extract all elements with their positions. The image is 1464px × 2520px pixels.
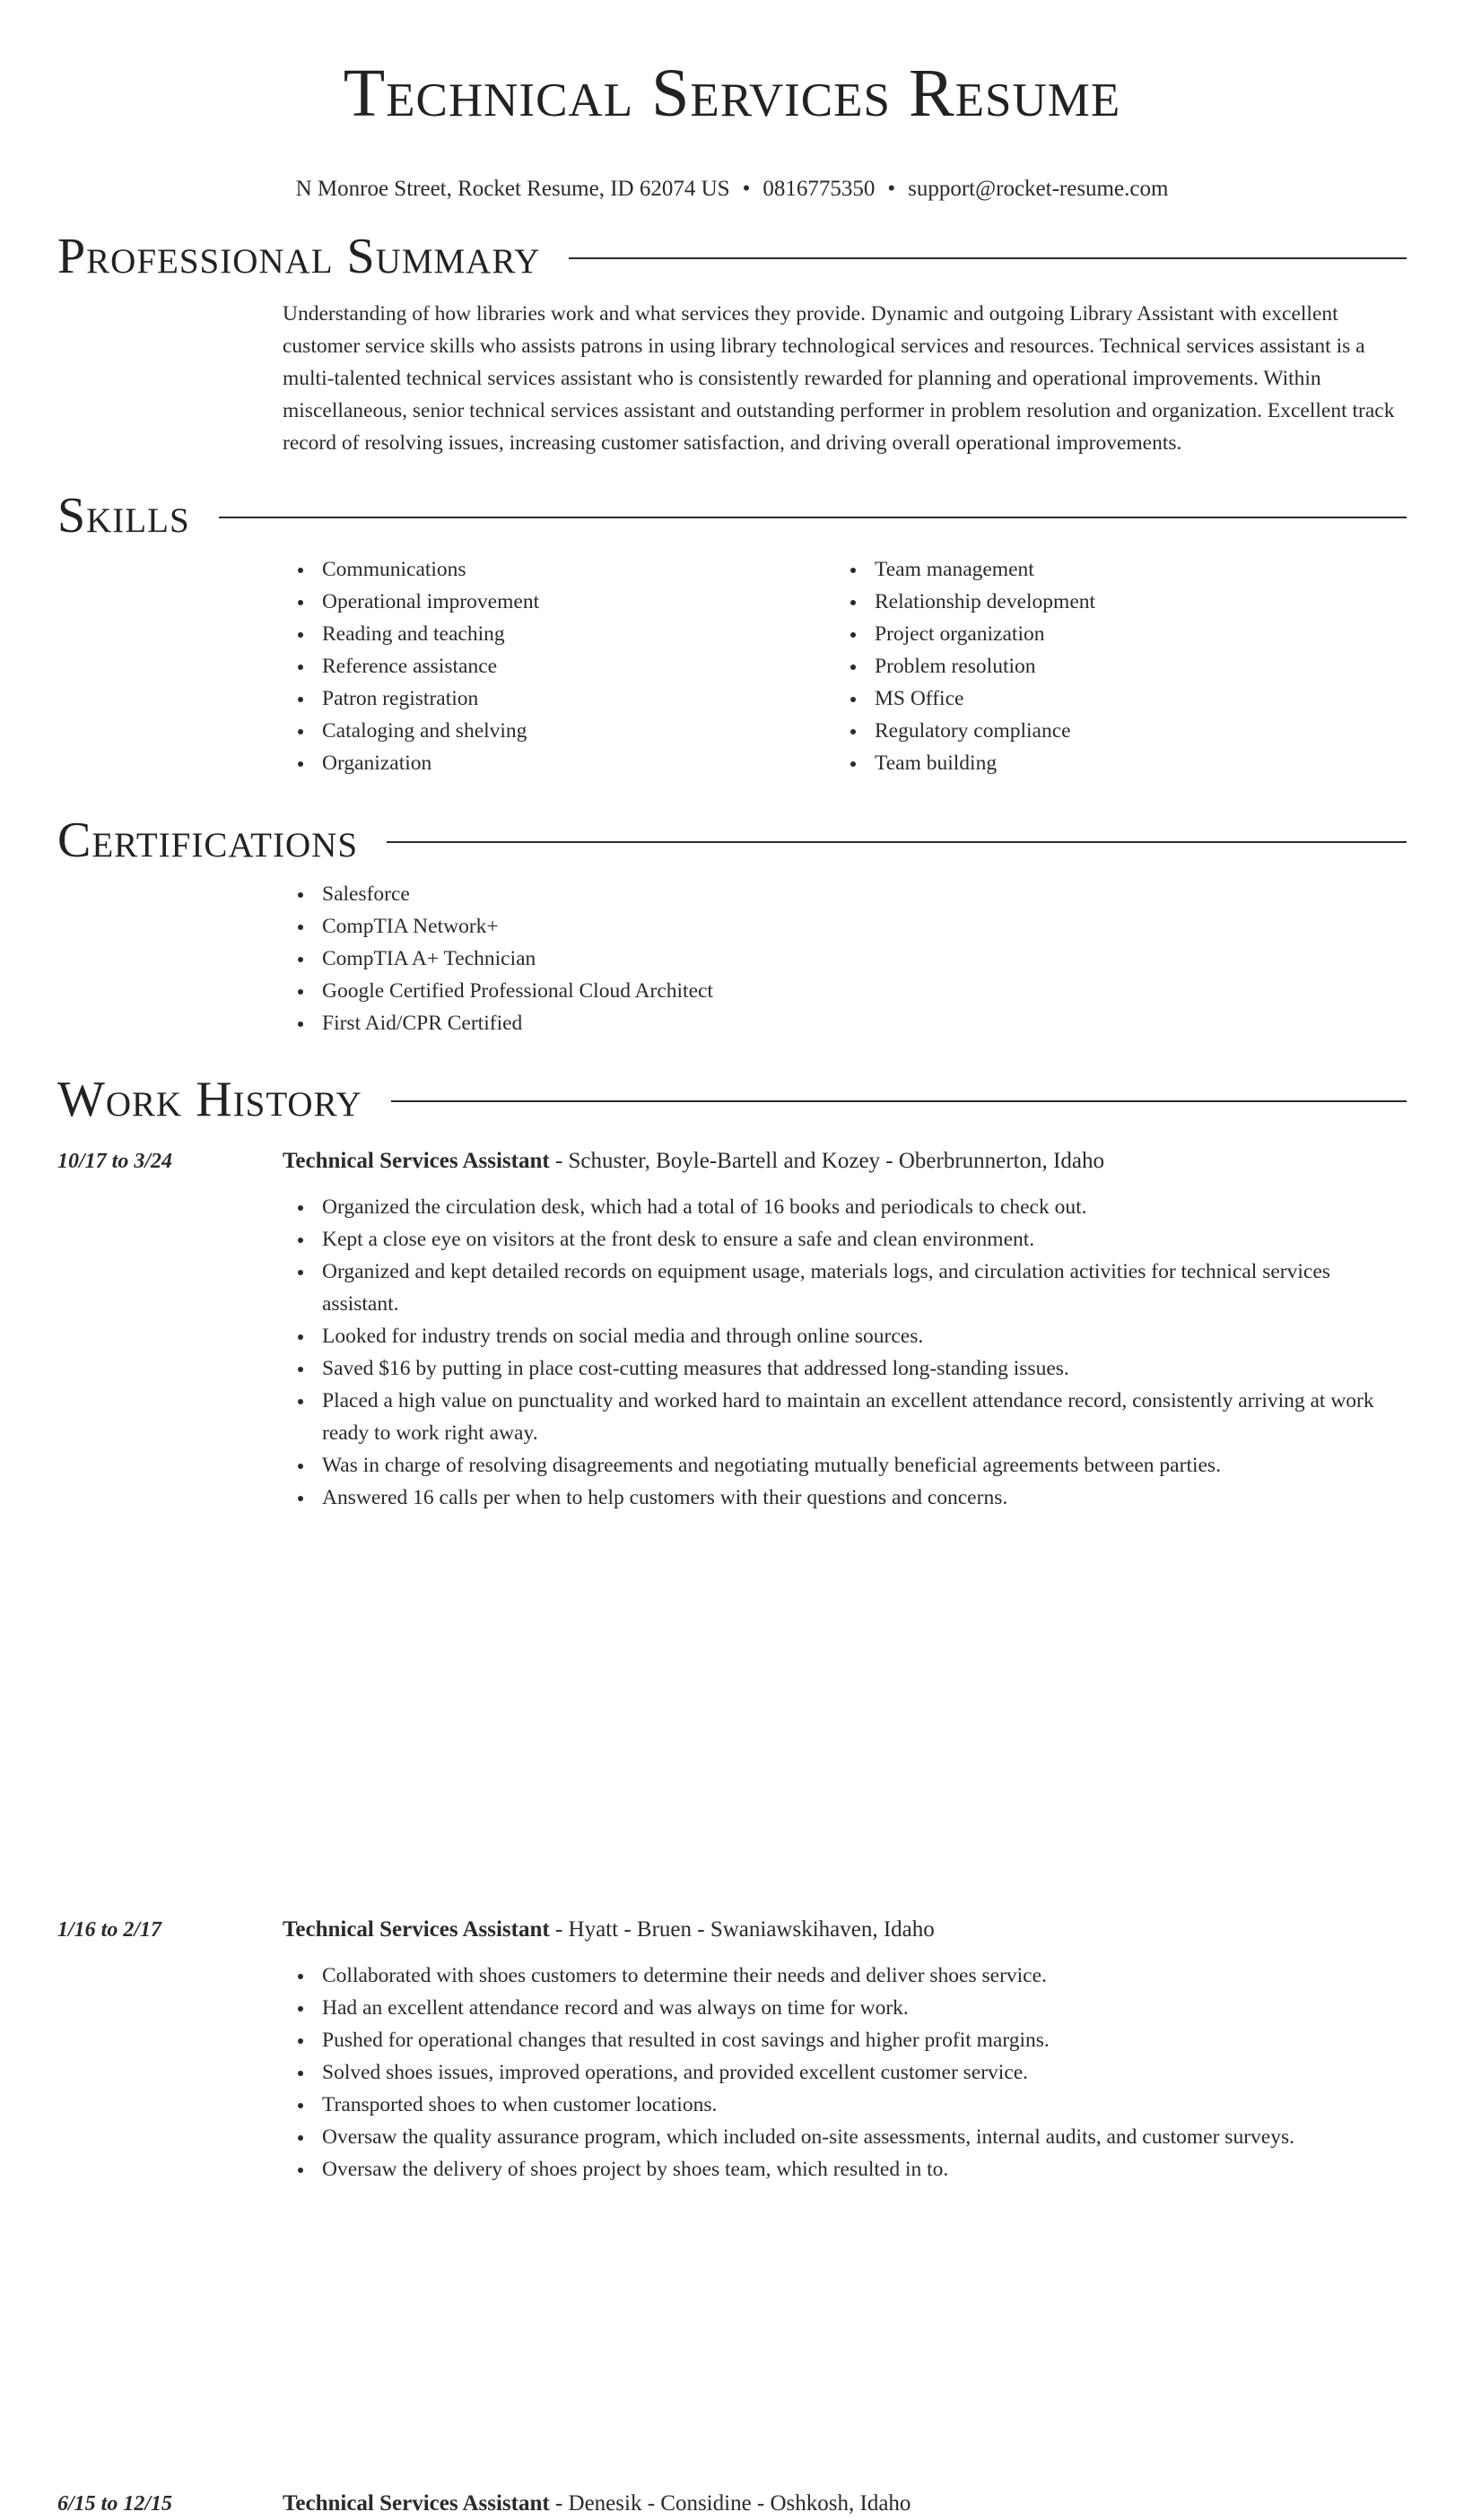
job-bullet: Organized the circulation desk, which had a total of 16 books and periodicals to check out. (283, 1191, 1407, 1223)
certifications-section (57, 812, 1407, 1039)
job-bullet: Solved shoes issues, improved operations, and provided excellent customer service. (283, 2056, 1407, 2089)
certification-item: Salesforce (283, 878, 1407, 910)
job-dates: 1/16 to 2/17 (57, 1918, 162, 1942)
job-dates: 10/17 to 3/24 (57, 1150, 173, 1173)
job-bullet: Had an excellent attendance record and was always on time for work. (283, 1992, 1407, 2024)
skill-item: Relationship development (835, 586, 1388, 618)
job-title: Technical Services Assistant (283, 1917, 550, 1942)
job-heading (283, 1145, 1407, 1177)
job-bullet: Pushed for operational changes that resulted in cost savings and higher profit margins. (283, 2024, 1407, 2056)
skill-item: Communications (283, 553, 835, 586)
job-bullet: Saved $16 by putting in place cost-cutting measures that addressed long-standing issues. (283, 1352, 1407, 1385)
certifications-body (283, 869, 1407, 1039)
skills-grid (283, 544, 1407, 779)
skill-item: Patron registration (283, 682, 835, 715)
job-heading (283, 2488, 1407, 2520)
job-bullet: Organized and kept detailed records on equipment usage, materials logs, and circulation activities for technical services assistant. (283, 1256, 1407, 1320)
skills-column-right (835, 553, 1388, 779)
section-divider (569, 257, 1407, 259)
resume-title: Technical Services Resume (343, 56, 1121, 131)
skills-list-left (283, 553, 835, 779)
work-history-header (57, 1071, 1407, 1128)
certification-item: CompTIA A+ Technician (283, 943, 1407, 975)
contact-separator: • (887, 177, 896, 201)
section-heading-work-history: Work History (57, 1072, 362, 1127)
skill-item: Reference assistance (283, 650, 835, 682)
job-title: Technical Services Assistant (283, 1149, 550, 1173)
job-bullets (283, 1960, 1407, 2185)
job-entry (57, 2488, 1407, 2520)
job-employer-location: - Denesik - Considine - Oshkosh, Idaho (549, 2491, 911, 2516)
section-divider (219, 517, 1407, 518)
skill-item: Organization (283, 747, 835, 779)
job-bullets (283, 1191, 1407, 1514)
section-heading-summary: Professional Summary (57, 229, 541, 284)
section-divider (387, 841, 1407, 843)
skills-list-right (835, 553, 1388, 779)
contact-phone: 0816775350 (762, 177, 876, 201)
certification-item: First Aid/CPR Certified (283, 1007, 1407, 1039)
job-heading (283, 1914, 1407, 1946)
skill-item: Regulatory compliance (835, 715, 1388, 747)
skill-item: Cataloging and shelving (283, 715, 835, 747)
job-employer-location: - Schuster, Boyle-Bartell and Kozey - Oberbrunnerton, Idaho (549, 1149, 1104, 1173)
job-employer-location: - Hyatt - Bruen - Swaniawskihaven, Idaho (549, 1917, 935, 1942)
skill-item: Team building (835, 747, 1388, 779)
contact-address: N Monroe Street, Rocket Resume, ID 62074 US (295, 177, 730, 201)
summary-section (57, 228, 1407, 459)
section-heading-skills: Skills (57, 488, 190, 543)
contact-line (57, 174, 1407, 204)
job-bullet: Placed a high value on punctuality and worked hard to maintain an excellent attendance record, consistently arriving at work ready to work right away. (283, 1385, 1407, 1449)
skill-item: Project organization (835, 618, 1388, 650)
contact-separator: • (742, 177, 751, 201)
job-bullet: Oversaw the delivery of shoes project by shoes team, which resulted in to. (283, 2153, 1407, 2185)
summary-header (57, 228, 1407, 285)
skill-item: Team management (835, 553, 1388, 586)
skill-item: Reading and teaching (283, 618, 835, 650)
job-title: Technical Services Assistant (283, 2491, 550, 2516)
certifications-header (57, 812, 1407, 869)
job-bullet: Answered 16 calls per when to help customers with their questions and concerns. (283, 1482, 1407, 1514)
job-dates: 6/15 to 12/15 (57, 2492, 173, 2516)
certification-item: Google Certified Professional Cloud Architect (283, 975, 1407, 1007)
work-history-section (57, 1071, 1407, 1128)
job-bullet: Collaborated with shoes customers to determine their needs and deliver shoes service. (283, 1960, 1407, 1992)
section-divider (391, 1100, 1407, 1102)
certification-item: CompTIA Network+ (283, 910, 1407, 943)
skills-header (57, 487, 1407, 544)
contact-email[interactable]: support@rocket-resume.com (908, 177, 1169, 201)
skill-item: MS Office (835, 682, 1388, 715)
job-entry (57, 1914, 1407, 2185)
skill-item: Problem resolution (835, 650, 1388, 682)
job-bullet: Oversaw the quality assurance program, which included on-site assessments, internal audits, and customer surveys. (283, 2121, 1407, 2153)
job-bullet: Looked for industry trends on social media and through online sources. (283, 1320, 1407, 1352)
skills-section (57, 487, 1407, 779)
job-bullet: Kept a close eye on visitors at the front desk to ensure a safe and clean environment. (283, 1223, 1407, 1256)
certifications-list (283, 878, 1407, 1039)
summary-text: Understanding of how libraries work and what services they provide. Dynamic and outgoing Library Assistant with excellent customer service skills who assists patrons in using library technological services and resources. Technical services assistant is a multi-talented technical services assistant who is consistently rewarded for planning and operational improvements. Within miscellaneous, senior technical services assistant and outstanding performer in problem resolution and organization. Excellent track record of resolving issues, increasing customer satisfaction, and driving overall operational improvements. (283, 302, 1395, 455)
section-heading-certifications: Certifications (57, 812, 359, 868)
skills-column-left (283, 553, 835, 779)
summary-body (283, 285, 1407, 459)
job-bullet: Transported shoes to when customer locations. (283, 2089, 1407, 2121)
resume-page (57, 0, 1407, 204)
job-bullet: Was in charge of resolving disagreements and negotiating mutually beneficial agreements between parties. (283, 1449, 1407, 1482)
skill-item: Operational improvement (283, 586, 835, 618)
job-entry (57, 1145, 1407, 1514)
